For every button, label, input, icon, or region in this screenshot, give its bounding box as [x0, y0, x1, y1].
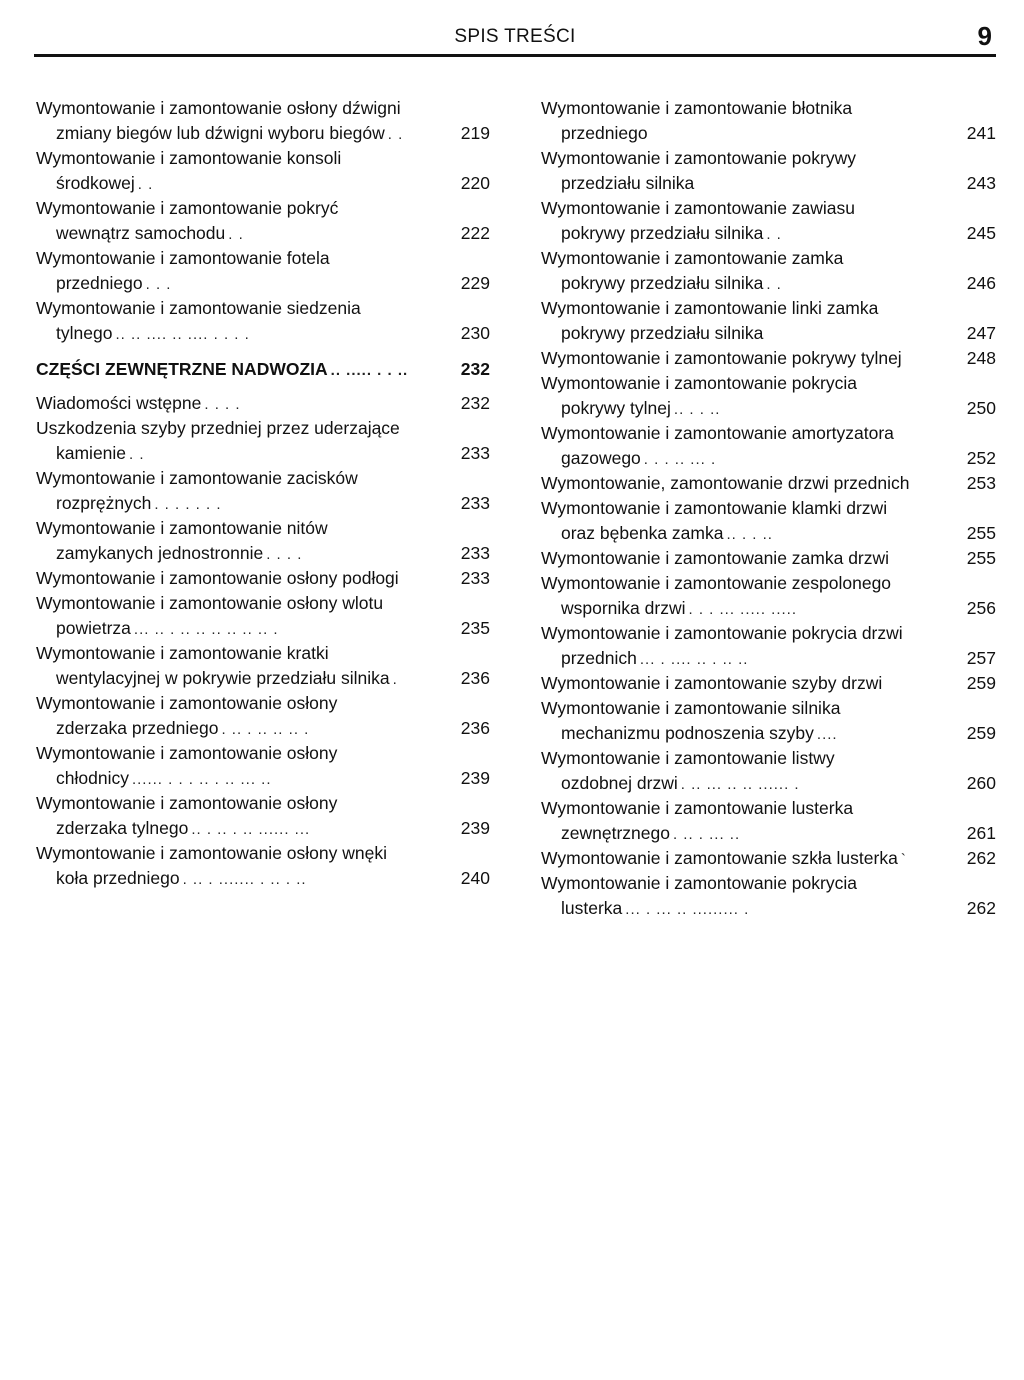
toc-entry-line: [36, 296, 490, 321]
toc-entry-title: Wymontowanie i zamontowanie amortyzatora: [541, 423, 894, 443]
toc-leader-dots: `: [900, 851, 907, 868]
toc-page-number: 230: [460, 323, 490, 343]
toc-entry-line: [36, 841, 490, 866]
toc-entry: [36, 591, 490, 641]
toc-page-number: 222: [460, 223, 490, 243]
toc-entry-title: rozprężnych: [56, 493, 152, 513]
toc-entry-line: [541, 421, 996, 446]
toc-entry-line: [541, 471, 996, 496]
toc-entry: [541, 246, 996, 296]
toc-page-number: 259: [966, 673, 996, 693]
toc-entry: [36, 296, 490, 346]
toc-leader-dots: ...... . . . .. . .. ... ..: [131, 771, 272, 788]
toc-page-number: 239: [460, 818, 490, 838]
toc-leader-dots: .. . . ..: [726, 526, 773, 543]
toc-entry-line: [36, 766, 490, 791]
toc-entry-title: przedniego: [56, 273, 143, 293]
toc-entry-title: zderzaka tylnego: [56, 818, 189, 838]
toc-leader-dots: .. ..... . . ..: [330, 362, 409, 379]
toc-entry-line: [36, 566, 490, 591]
toc-entry-title: zderzaka przedniego: [56, 718, 219, 738]
toc-entry-title: Wymontowanie i zamontowanie zacisków: [36, 468, 358, 488]
toc-entry-line: [541, 96, 996, 121]
toc-leader-dots: .. . . ..: [673, 401, 721, 418]
toc-entry-line: [541, 721, 996, 746]
toc-entry-line: [36, 221, 490, 246]
toc-entry-line: [36, 716, 490, 741]
toc-entry-title: Wymontowanie i zamontowanie fotela: [36, 248, 330, 268]
toc-entry-title: Wymontowanie i zamontowanie klamki drzwi: [541, 498, 888, 518]
toc-entry: [541, 671, 996, 696]
toc-entry: [541, 96, 996, 146]
toc-entry-title: gazowego: [561, 448, 641, 468]
toc-entry-line: [36, 691, 490, 716]
toc-entry-title: Wymontowanie i zamontowanie lusterka: [541, 798, 854, 818]
toc-entry-line: [36, 121, 490, 146]
toc-entry-title: Wymontowanie i zamontowanie zespolonego: [541, 573, 892, 593]
toc-entry-title: pokrywy przedziału silnika: [561, 273, 764, 293]
toc-leader-dots: . .: [228, 226, 244, 243]
toc-page-number: 236: [460, 668, 490, 688]
toc-entry-line: [36, 491, 490, 516]
toc-entry-line: [541, 546, 996, 571]
toc-entry-line: [36, 466, 490, 491]
toc-entry-title: Wymontowanie i zamontowanie szkła lusterka: [541, 848, 898, 868]
toc-entry-line: [541, 321, 996, 346]
toc-leader-dots: . . . ... ..... .....: [688, 601, 798, 618]
toc-entry-line: [36, 541, 490, 566]
toc-entry-line: [541, 296, 996, 321]
toc-entry-line: [36, 171, 490, 196]
toc-entry: [36, 196, 490, 246]
toc-entry-line: [541, 796, 996, 821]
toc-page-number: 233: [460, 493, 490, 513]
toc-entry-title: wewnątrz samochodu: [56, 223, 226, 243]
toc-entry-title: zewnętrznego: [561, 823, 670, 843]
toc-entry-line: [36, 441, 490, 466]
toc-page-number: 219: [460, 123, 490, 143]
toc-entry: [36, 391, 490, 416]
toc-entry-line: [541, 571, 996, 596]
toc-entry: [36, 466, 490, 516]
toc-entry-title: Wymontowanie i zamontowanie zamka: [541, 248, 844, 268]
toc-leader-dots: . .. . ....... . .. . ..: [182, 871, 307, 888]
toc-entry-title: oraz bębenka zamka: [561, 523, 724, 543]
toc-entry-title: przedziału silnika: [561, 173, 695, 193]
toc-entry: [36, 741, 490, 791]
toc-entry-title: Wymontowanie i zamontowanie kratki: [36, 643, 329, 663]
toc-entry-title: pokrywy przedziału silnika: [561, 223, 764, 243]
toc-entry-title: Wymontowanie i zamontowanie pokryć: [36, 198, 339, 218]
toc-entry: [36, 416, 490, 466]
toc-entry-line: [541, 371, 996, 396]
toc-page-number: 240: [460, 868, 490, 888]
toc-entry: [541, 421, 996, 471]
toc-entry-line: [541, 396, 996, 421]
toc-page-number: 260: [966, 773, 996, 793]
toc-page-number: 262: [966, 898, 996, 918]
toc-leader-dots: . .: [387, 126, 404, 143]
toc-entry-line: [541, 171, 996, 196]
header-title: SPIS TREŚCI: [454, 26, 576, 47]
toc-entry-line: [541, 446, 996, 471]
toc-leader-dots: . .: [766, 226, 782, 243]
toc-entry-title: mechanizmu podnoszenia szyby: [561, 723, 814, 743]
toc-entry: [541, 621, 996, 671]
toc-leader-dots: . .: [766, 276, 782, 293]
toc-entry-title: Wymontowanie i zamontowanie silnika: [541, 698, 841, 718]
toc-entry-line: [36, 791, 490, 816]
toc-entry-title: Wymontowanie i zamontowanie osłony podłogi: [36, 568, 399, 588]
toc-entry-title: CZĘŚCI ZEWNĘTRZNE NADWOZIA: [36, 359, 328, 379]
toc-leader-dots: . . . .: [266, 546, 303, 563]
toc-entry-title: Wiadomości wstępne: [36, 393, 202, 413]
toc-entry-title: chłodnicy: [56, 768, 129, 788]
toc-page-number: 243: [966, 173, 996, 193]
toc-entry-title: Wymontowanie i zamontowanie osłony dźwigni: [36, 98, 401, 118]
toc-entry-line: [36, 271, 490, 296]
toc-entry: [541, 571, 996, 621]
toc-page-number: 246: [966, 273, 996, 293]
toc-entry-line: [36, 146, 490, 171]
toc-entry-line: [541, 646, 996, 671]
toc-page-number: 232: [460, 359, 490, 379]
toc-entry-title: Wymontowanie i zamontowanie siedzenia: [36, 298, 361, 318]
toc-entry: [36, 246, 490, 296]
toc-entry-line: [541, 496, 996, 521]
toc-page-number: 232: [460, 393, 490, 413]
toc-entry-line: [36, 391, 490, 416]
toc-leader-dots: . . . .. ... .: [643, 451, 717, 468]
toc-section-heading: [36, 357, 490, 382]
toc-column-right: [541, 96, 996, 921]
toc-page-number: 233: [460, 568, 490, 588]
toc-page-number: 235: [460, 618, 490, 638]
toc-entry-title: Wymontowanie i zamontowanie osłony wlotu: [36, 593, 384, 613]
toc-entry: [36, 841, 490, 891]
toc-entry: [541, 546, 996, 571]
toc-entry-line: [541, 746, 996, 771]
toc-entry-line: [541, 621, 996, 646]
toc-entry: [36, 516, 490, 566]
toc-entry-title: koła przedniego: [56, 868, 180, 888]
toc-entry: [541, 296, 996, 346]
toc-entry-line: [541, 896, 996, 921]
toc-entry-title: Wymontowanie i zamontowanie zawiasu: [541, 198, 856, 218]
toc-entry-line: [36, 96, 490, 121]
toc-entry: [541, 146, 996, 196]
toc-entry-line: [541, 846, 996, 871]
toc-page-number: 259: [966, 723, 996, 743]
toc-entry-title: tylnego: [56, 323, 113, 343]
toc-entry-title: Wymontowanie i zamontowanie pokrycia: [541, 373, 857, 393]
toc-leader-dots: . . . . . . .: [154, 496, 222, 513]
toc-leader-dots: ... . ... .. ......... .: [625, 901, 750, 918]
toc-entry-line: [541, 271, 996, 296]
toc-entry-line: [36, 357, 490, 382]
toc-entry-title: Wymontowanie i zamontowanie osłony: [36, 743, 338, 763]
toc-leader-dots: . . .: [145, 276, 172, 293]
header-page-number: 9: [977, 21, 992, 51]
toc-page-number: 245: [966, 223, 996, 243]
toc-entry-title: zmiany biegów lub dźwigni wyboru biegów: [56, 123, 385, 143]
toc-entry: [541, 696, 996, 746]
toc-entry-title: środkowej: [56, 173, 135, 193]
toc-page-number: 255: [966, 548, 996, 568]
toc-entry-title: pokrywy przedziału silnika: [561, 323, 764, 343]
toc-entry-title: Wymontowanie, zamontowanie drzwi przednich: [541, 473, 910, 493]
toc-entry-title: Wymontowanie i zamontowanie linki zamka: [541, 298, 879, 318]
toc-leader-dots: .. .. .... .. .... . . . .: [115, 326, 250, 343]
toc-page-number: 255: [966, 523, 996, 543]
toc-entry-line: [36, 516, 490, 541]
toc-entry-title: lusterka: [561, 898, 623, 918]
toc-page-number: 241: [966, 123, 996, 143]
toc-entry-title: Wymontowanie i zamontowanie pokrywy: [541, 148, 856, 168]
toc-leader-dots: ....: [816, 726, 838, 743]
toc-leader-dots: .: [392, 671, 398, 688]
toc-entry-title: Wymontowanie i zamontowanie listwy: [541, 748, 835, 768]
toc-page-number: 250: [966, 398, 996, 418]
toc-leader-dots: ... .. . .. .. .. .. .. .. .: [133, 621, 279, 638]
toc-entry-title: Wymontowanie i zamontowanie pokrycia drzwi: [541, 623, 903, 643]
toc-page-number: 256: [966, 598, 996, 618]
toc-leader-dots: . .. . .. .. .. .: [221, 721, 310, 738]
toc-leader-dots: .. . .. . .. ...... ...: [191, 821, 311, 838]
toc-entry-line: [36, 666, 490, 691]
toc-entry-line: [36, 866, 490, 891]
toc-page-number: 257: [966, 648, 996, 668]
toc-entry: [541, 746, 996, 796]
toc-entry-line: [36, 641, 490, 666]
toc-leader-dots: . .. ... .. .. ...... .: [680, 776, 800, 793]
toc-page-number: 261: [966, 823, 996, 843]
toc-entry-title: zamykanych jednostronnie: [56, 543, 264, 563]
toc-entry-line: [541, 196, 996, 221]
toc-entry-title: Wymontowanie i zamontowanie osłony: [36, 693, 338, 713]
toc-entry-line: [541, 146, 996, 171]
toc-page-number: 239: [460, 768, 490, 788]
toc-entry-line: [36, 616, 490, 641]
toc-entry: [541, 796, 996, 846]
toc-page-number: 233: [460, 543, 490, 563]
toc-entry-title: Wymontowanie i zamontowanie pokrycia: [541, 873, 857, 893]
toc-entry-title: Wymontowanie i zamontowanie osłony: [36, 793, 338, 813]
toc-entry: [541, 871, 996, 921]
toc-entry-line: [36, 741, 490, 766]
toc-entry-title: wspornika drzwi: [561, 598, 686, 618]
toc-page-number: 236: [460, 718, 490, 738]
toc-entry-line: [541, 521, 996, 546]
toc-page-number: 229: [460, 273, 490, 293]
toc-entry-title: Wymontowanie i zamontowanie nitów: [36, 518, 328, 538]
toc-entry-title: Uszkodzenia szyby przedniej przez uderzające: [36, 418, 400, 438]
toc-page-number: 233: [460, 443, 490, 463]
toc-entry-line: [541, 696, 996, 721]
page-header: [34, 18, 996, 57]
toc-page-number: 248: [966, 348, 996, 368]
toc-page-number: 252: [966, 448, 996, 468]
toc-entry-line: [541, 771, 996, 796]
toc-page-number: 220: [460, 173, 490, 193]
toc-entry-line: [541, 821, 996, 846]
toc-entry-line: [541, 121, 996, 146]
toc-entry: [36, 146, 490, 196]
toc-entry-line: [541, 246, 996, 271]
toc-entry: [541, 471, 996, 496]
toc-entry-title: Wymontowanie i zamontowanie osłony wnęki: [36, 843, 387, 863]
toc-entry-title: ozdobnej drzwi: [561, 773, 678, 793]
toc-entry-title: powietrza: [56, 618, 131, 638]
toc-leader-dots: . .: [137, 176, 154, 193]
toc-entry: [36, 791, 490, 841]
toc-entry-title: przednich: [561, 648, 637, 668]
toc-entry: [36, 96, 490, 146]
toc-entry-title: kamienie: [56, 443, 127, 463]
toc-entry: [541, 346, 996, 371]
toc-entry-title: pokrywy tylnej: [561, 398, 671, 418]
toc-page-number: 253: [966, 473, 996, 493]
toc-entry-title: Wymontowanie i zamontowanie konsoli: [36, 148, 342, 168]
toc-entry-title: Wymontowanie i zamontowanie błotnika: [541, 98, 853, 118]
toc-entry-line: [36, 321, 490, 346]
toc-leader-dots: . .: [129, 446, 145, 463]
toc-entry-line: [541, 596, 996, 621]
toc-entry: [36, 566, 490, 591]
toc-entry-line: [36, 196, 490, 221]
toc-entry-line: [36, 246, 490, 271]
toc-entry-title: Wymontowanie i zamontowanie zamka drzwi: [541, 548, 890, 568]
toc-entry-title: przedniego: [561, 123, 648, 143]
toc-leader-dots: . .. . ... ..: [672, 826, 741, 843]
toc-page-number: 262: [966, 848, 996, 868]
toc-entry-line: [541, 671, 996, 696]
toc-entry: [541, 196, 996, 246]
toc-entry-line: [36, 591, 490, 616]
toc-column-left: [36, 96, 490, 891]
toc-entry-title: Wymontowanie i zamontowanie pokrywy tylnej: [541, 348, 902, 368]
toc-entry: [541, 371, 996, 421]
toc-leader-dots: ... . .... .. . .. ..: [639, 651, 749, 668]
toc-entry-line: [541, 871, 996, 896]
toc-entry-title: Wymontowanie i zamontowanie szyby drzwi: [541, 673, 883, 693]
toc-entry-line: [36, 816, 490, 841]
toc-entry: [541, 496, 996, 546]
toc-entry: [541, 846, 996, 871]
toc-entry-title: wentylacyjnej w pokrywie przedziału silnika: [56, 668, 390, 688]
toc-entry: [36, 641, 490, 691]
toc-leader-dots: . . . .: [204, 396, 241, 413]
toc-entry-line: [541, 221, 996, 246]
toc-entry-line: [541, 346, 996, 371]
toc-entry: [36, 691, 490, 741]
toc-page-number: 247: [966, 323, 996, 343]
toc-entry-line: [36, 416, 490, 441]
